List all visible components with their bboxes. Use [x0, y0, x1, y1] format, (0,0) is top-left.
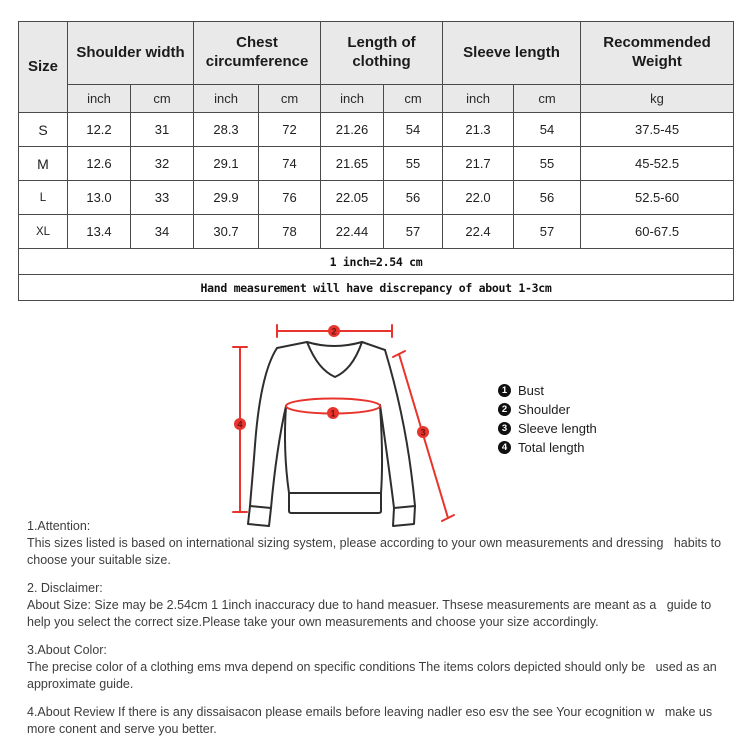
size-label: L [19, 181, 68, 215]
diagram-legend [498, 381, 597, 457]
size-table-body [19, 113, 734, 249]
table-row [19, 181, 734, 215]
column-header-length: Length of clothing [321, 22, 443, 85]
value-cell: 32 [131, 147, 194, 181]
marker-bust-number: 1 [330, 408, 336, 419]
note-attention [27, 518, 729, 569]
note-body: 4.About Review If there is any dissaisacon please emails before leaving nadler eso esv the see Your ecognition w make us more conent and serve you better. [27, 705, 716, 736]
column-header-shoulder: Shoulder width [68, 22, 194, 85]
legend-item-sleeve-length [498, 419, 597, 438]
note-about-color [27, 642, 729, 693]
value-cell: 76 [259, 181, 321, 215]
measurement-lines [233, 325, 454, 521]
value-cell: 21.65 [321, 147, 384, 181]
value-cell: 37.5-45 [581, 113, 734, 147]
value-cell: 57 [514, 215, 581, 249]
value-cell: 21.26 [321, 113, 384, 147]
value-cell: 29.1 [194, 147, 259, 181]
table-row [19, 147, 734, 181]
column-header-chest: Chest circumference [194, 22, 321, 85]
value-cell: 22.44 [321, 215, 384, 249]
sweater-outline [248, 342, 415, 526]
value-cell: 21.7 [443, 147, 514, 181]
value-cell: 21.3 [443, 113, 514, 147]
note-body: About Size: Size may be 2.54cm 1 1inch inaccuracy due to hand measuer. Thsese measurements are meant as a guide to help you select the correct size.Please take your own measurements and choose your size accordingly. [27, 598, 715, 629]
table-note-discrepancy: Hand measurement will have discrepancy of about 1-3cm [19, 275, 734, 301]
unit-header-inch: inch [321, 85, 384, 113]
legend-item-shoulder [498, 400, 597, 419]
marker-total-length-number: 4 [237, 419, 243, 430]
notes-section [27, 518, 729, 749]
value-cell: 12.6 [68, 147, 131, 181]
value-cell: 56 [514, 181, 581, 215]
value-cell: 78 [259, 215, 321, 249]
size-label: M [19, 147, 68, 181]
unit-header-cm: cm [259, 85, 321, 113]
value-cell: 74 [259, 147, 321, 181]
value-cell: 54 [384, 113, 443, 147]
value-cell: 12.2 [68, 113, 131, 147]
value-cell: 31 [131, 113, 194, 147]
legend-item-bust [498, 381, 597, 400]
value-cell: 34 [131, 215, 194, 249]
marker-sleeve-number: 3 [420, 427, 426, 438]
unit-header-cm: cm [131, 85, 194, 113]
note-about-review [27, 704, 729, 738]
unit-header-inch: inch [194, 85, 259, 113]
size-table [18, 21, 734, 301]
value-cell: 29.9 [194, 181, 259, 215]
legend-item-total-length [498, 438, 597, 457]
value-cell: 30.7 [194, 215, 259, 249]
value-cell: 22.4 [443, 215, 514, 249]
value-cell: 33 [131, 181, 194, 215]
unit-header-cm: cm [514, 85, 581, 113]
value-cell: 22.0 [443, 181, 514, 215]
value-cell: 54 [514, 113, 581, 147]
marker-shoulder-number: 2 [331, 326, 337, 337]
legend-number-icon: 3 [498, 422, 511, 435]
column-header-weight: Recommended Weight [581, 22, 734, 85]
note-heading: 1.Attention: [27, 519, 91, 533]
column-header-size: Size [19, 22, 68, 113]
unit-header-cm: cm [384, 85, 443, 113]
legend-number-icon: 4 [498, 441, 511, 454]
table-row [19, 215, 734, 249]
table-note-conversion: 1 inch=2.54 cm [19, 249, 734, 275]
value-cell: 55 [384, 147, 443, 181]
value-cell: 22.05 [321, 181, 384, 215]
value-cell: 13.0 [68, 181, 131, 215]
note-disclaimer [27, 580, 729, 631]
sweater-measurement-diagram [180, 300, 700, 540]
note-body: This sizes listed is based on international sizing system, please according to your own measurements and dressing habits to choose your suitable size. [27, 536, 725, 567]
note-heading: 3.About Color: [27, 643, 107, 657]
value-cell: 56 [384, 181, 443, 215]
value-cell: 60-67.5 [581, 215, 734, 249]
unit-header-inch: inch [443, 85, 514, 113]
legend-label: Shoulder [518, 402, 571, 417]
legend-number-icon: 1 [498, 384, 511, 397]
table-row [19, 113, 734, 147]
unit-header-inch: inch [68, 85, 131, 113]
legend-label: Bust [518, 383, 545, 398]
value-cell: 45-52.5 [581, 147, 734, 181]
value-cell: 52.5-60 [581, 181, 734, 215]
column-header-sleeve: Sleeve length [443, 22, 581, 85]
legend-label: Total length [518, 440, 585, 455]
note-heading: 2. Disclaimer: [27, 581, 103, 595]
value-cell: 28.3 [194, 113, 259, 147]
value-cell: 72 [259, 113, 321, 147]
legend-number-icon: 2 [498, 403, 511, 416]
legend-label: Sleeve length [518, 421, 597, 436]
size-label: XL [19, 215, 68, 249]
value-cell: 55 [514, 147, 581, 181]
value-cell: 57 [384, 215, 443, 249]
unit-header-kg: kg [581, 85, 734, 113]
size-table-header [19, 22, 734, 113]
value-cell: 13.4 [68, 215, 131, 249]
note-body: The precise color of a clothing ems mva depend on specific conditions The items colors depicted should only be used as an approximate guide. [27, 660, 721, 691]
size-label: S [19, 113, 68, 147]
